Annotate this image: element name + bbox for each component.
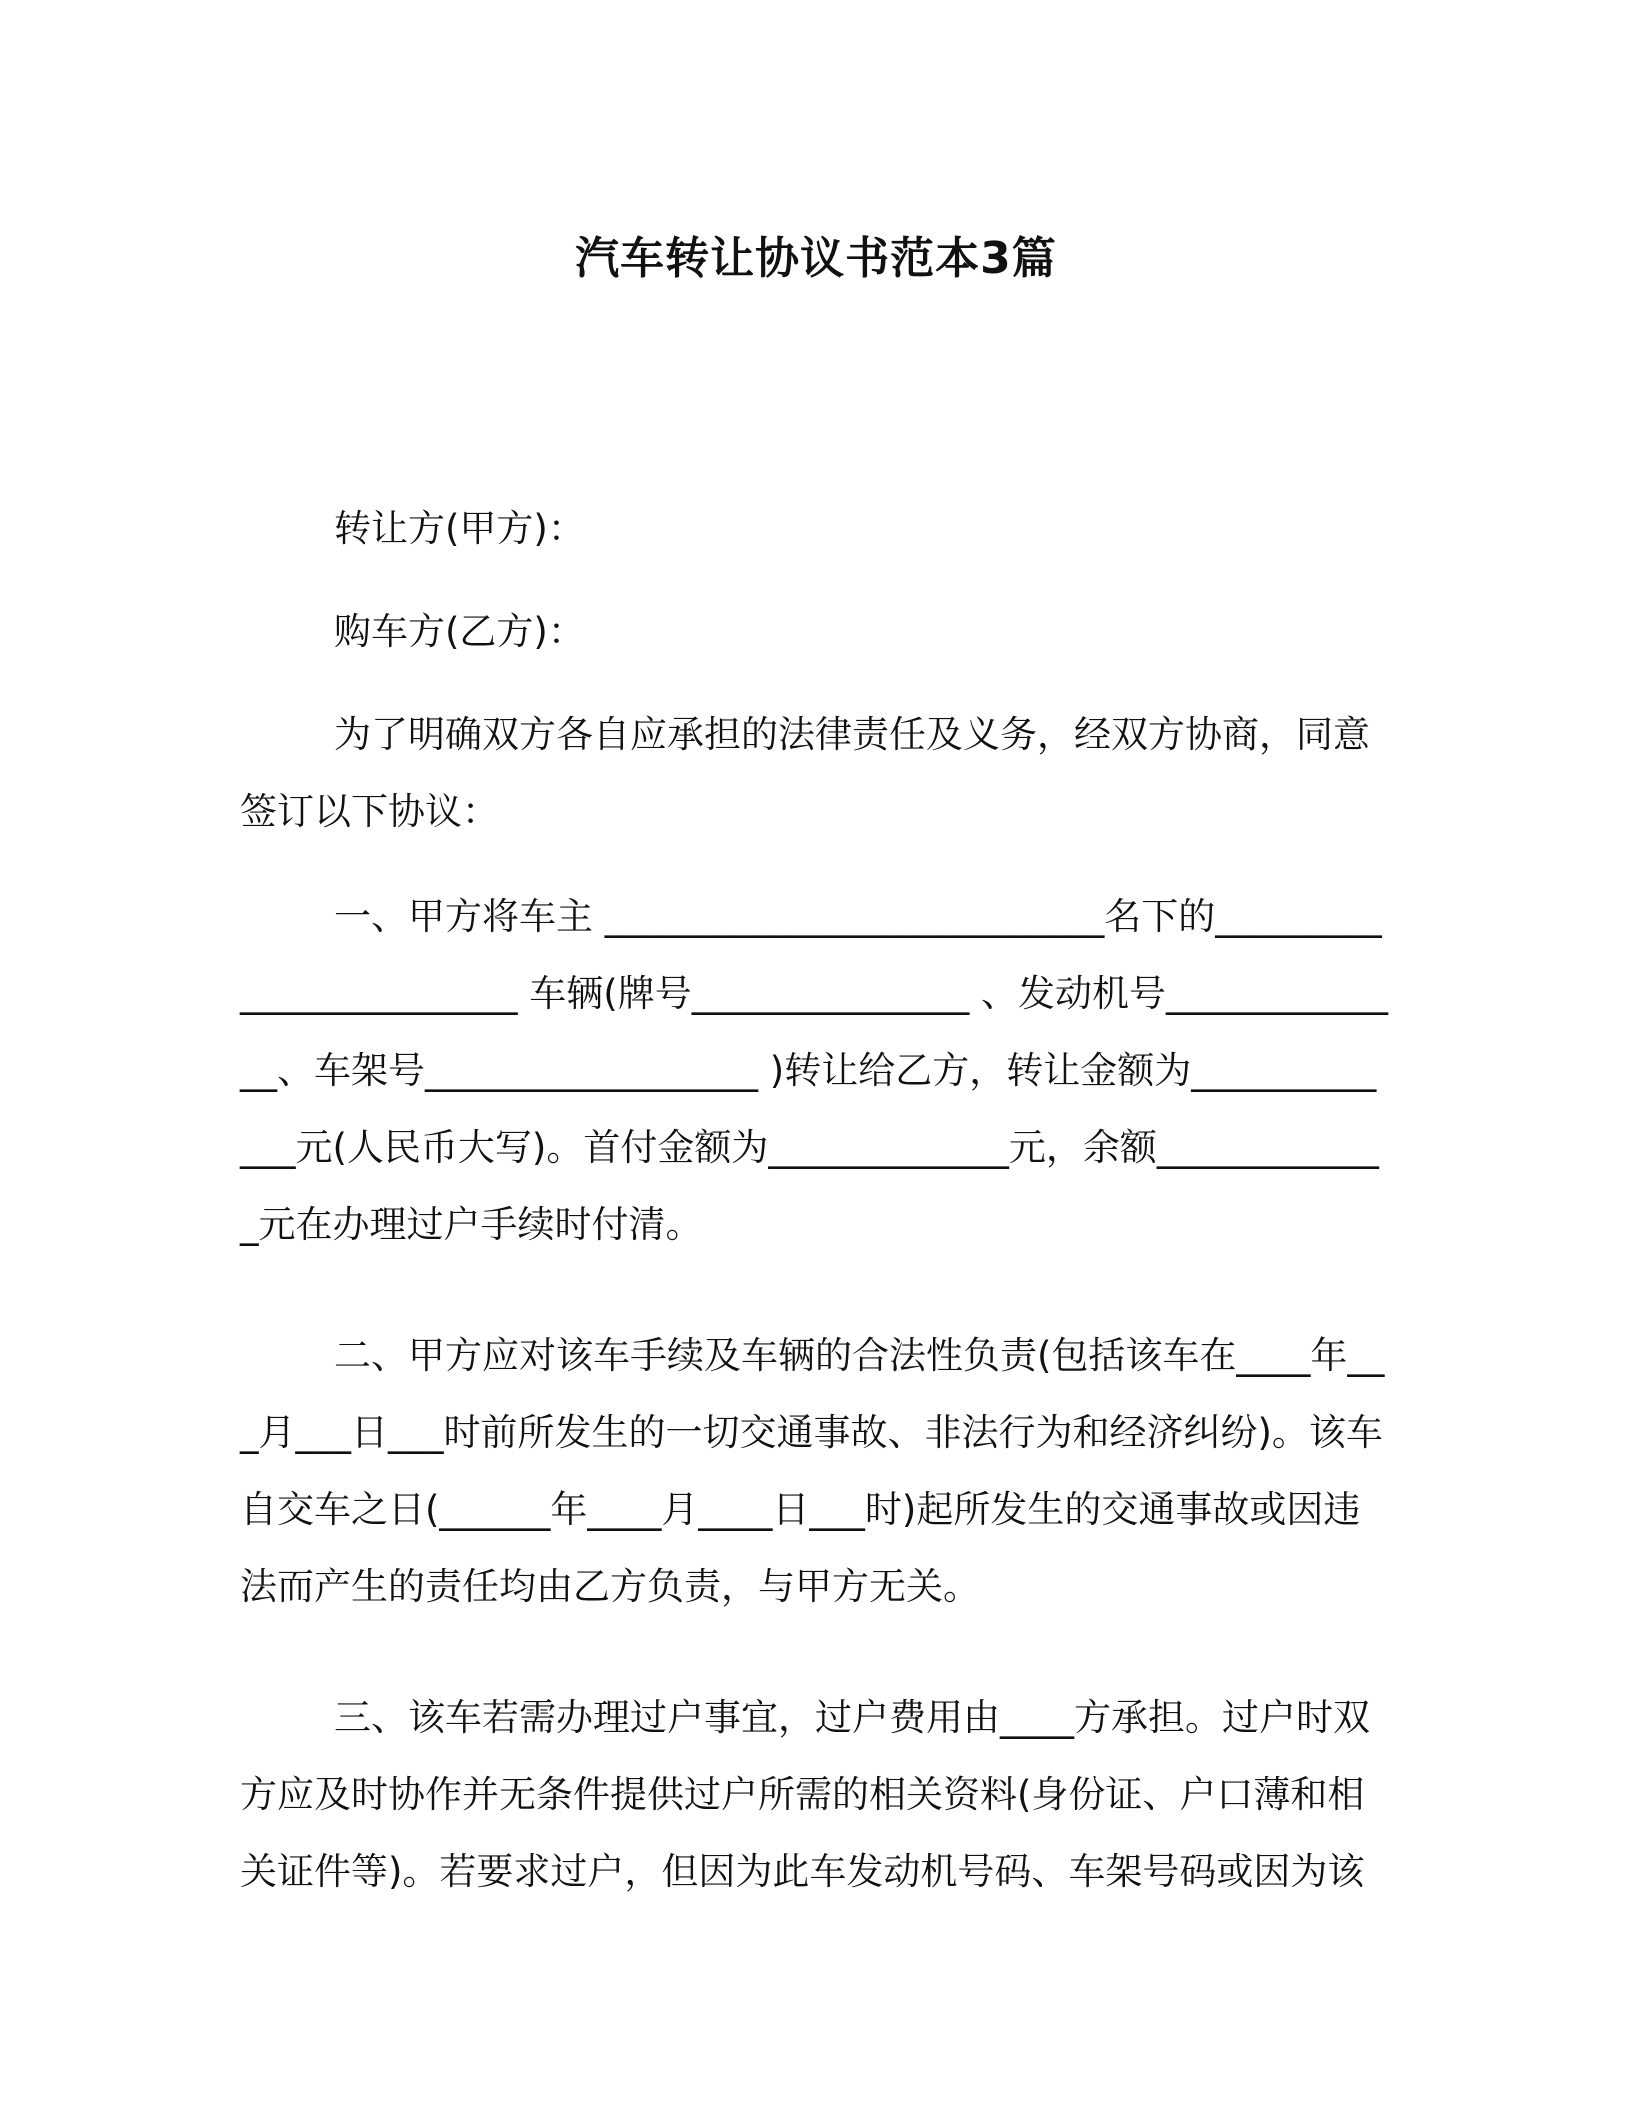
clause-3-paragraph: 三、该车若需办理过户事宜，过户费用由____方承担。过户时双方应及时协作并无条件提供过户所需的相关资料(身份证、户口薄和相关证件等)。若要求过户，但因为此车发动机号码、车架号码或因为该 [240,1696,1370,1893]
clause-2-paragraph: 二、甲方应对该车手续及车辆的合法性负责(包括该车在____年___月___日___时前所发生的一切交通事故、非法行为和经济纠纷)。该车自交车之日(______年____月____日___时)起所发生的交通事故或因违法而产生的责任均由乙方负责，与甲方无关。 [240,1334,1385,1608]
preamble-paragraph: 为了明确双方各自应承担的法律责任及义务，经双方协商，同意签订以下协议： [240,713,1370,833]
document-body [240,490,1390,1910]
document-title: 汽车转让协议书范本3篇 [575,233,1057,284]
party-b-line: 购车方(乙方)： [334,610,585,653]
clause-1-paragraph: 一、甲方将车主 ___________________________名下的________________________ 车辆(牌号_______________ 、发动机号______________、车架号__________________ )转让给乙方，转让金额为_____________元(人民币大写)。首付金额为_____________元，余额_____________元在办理过户手续时付清。 [240,895,1388,1246]
party-a-line: 转让方(甲方)： [334,507,585,550]
